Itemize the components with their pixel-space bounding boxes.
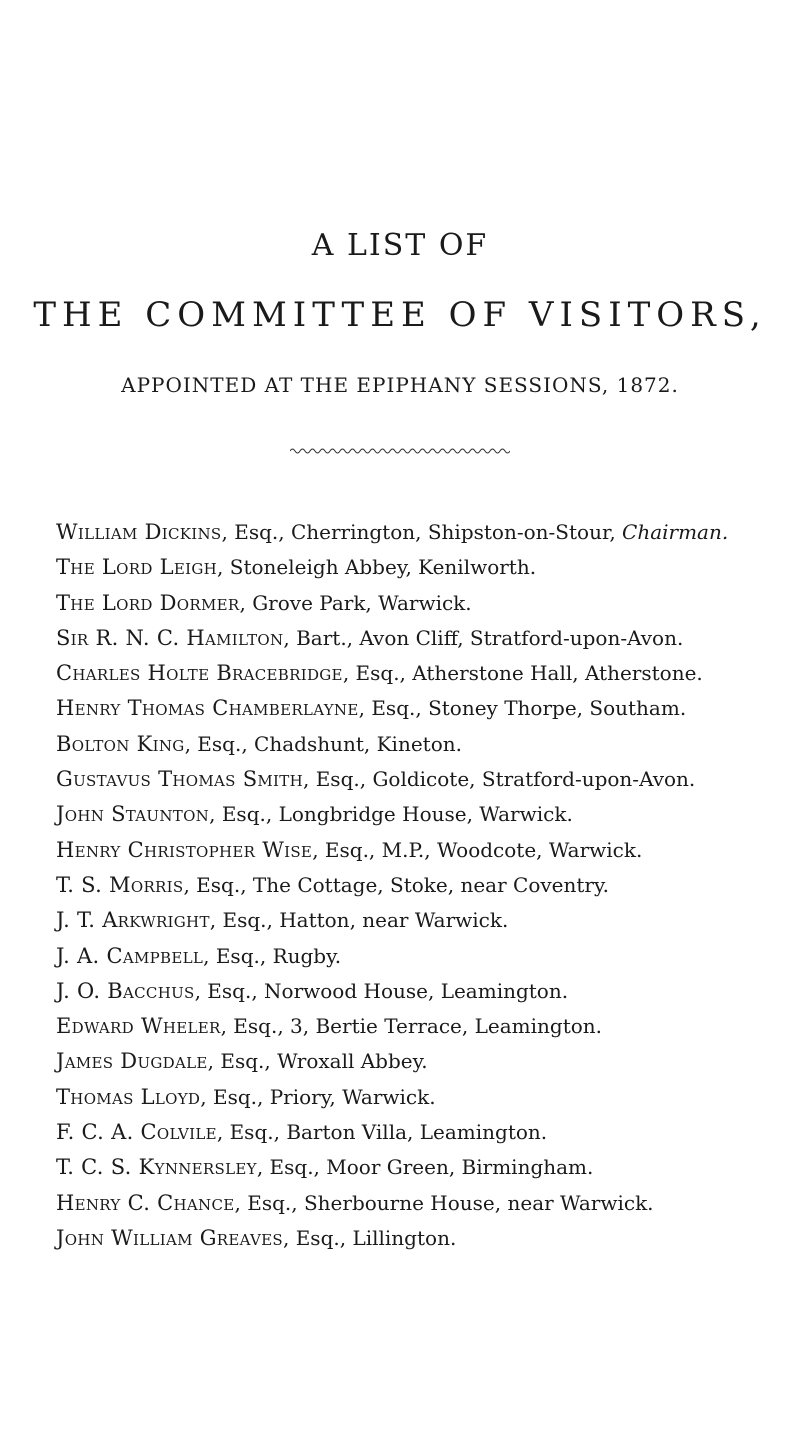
member-details: , Esq., Norwood House, Leamington. [194, 978, 569, 1003]
member-name: J. A. Campbell [56, 943, 204, 968]
member-details: , Stoneleigh Abbey, Kenilworth. [217, 555, 537, 580]
title-line-2: THE COMMITTEE OF VISITORS, [33, 295, 767, 335]
list-item [56, 1009, 796, 1044]
member-name: F. C. A. Colvile [56, 1120, 217, 1145]
member-details: , Esq., 3, Bertie Terrace, Leamington. [220, 1014, 603, 1039]
list-item [56, 586, 796, 621]
list-item [56, 903, 796, 938]
list-item [56, 727, 796, 762]
member-name: T. C. S. Kynnersley [56, 1155, 257, 1180]
member-name: Gustavus Thomas Smith [56, 767, 303, 792]
member-details: , Esq., Priory, Warwick. [200, 1084, 436, 1109]
list-item [56, 691, 796, 726]
subtitle: APPOINTED AT THE EPIPHANY SESSIONS, 1872. [121, 373, 679, 397]
member-details: , Bart., Avon Cliff, Stratford-upon-Avon. [283, 625, 684, 650]
title-line-1: A LIST OF [311, 228, 489, 263]
member-name: Edward Wheler [56, 1014, 221, 1039]
list-item [56, 868, 796, 903]
member-details: , Esq., Lillington. [282, 1225, 457, 1250]
member-name: The Lord Leigh [56, 555, 218, 580]
member-name: Thomas Lloyd [56, 1084, 201, 1109]
list-item [56, 1221, 796, 1256]
member-name: John William Greaves [56, 1225, 283, 1250]
list-item [56, 1150, 796, 1185]
member-name: Henry C. Chance [56, 1190, 235, 1215]
list-item [56, 656, 796, 691]
list-item [56, 833, 796, 868]
member-name: John Staunton [56, 802, 210, 827]
list-item [56, 1115, 796, 1150]
list-item [56, 1186, 796, 1221]
member-name: The Lord Dormer [56, 590, 240, 615]
member-name: J. T. Arkwright [56, 908, 210, 933]
member-details: , Esq., Sherbourne House, near Warwick. [234, 1190, 654, 1215]
member-role: Chairman. [622, 520, 729, 544]
list-item [56, 939, 796, 974]
wavy-divider [290, 447, 510, 455]
member-details: , Esq., Barton Villa, Leamington. [216, 1120, 548, 1145]
member-details: , Esq., Rugby. [203, 943, 342, 968]
member-name: Charles Holte Bracebridge [56, 661, 343, 686]
member-details: , Esq., Hatton, near Warwick. [209, 908, 509, 933]
member-details: , Esq., M.P., Woodcote, Warwick. [312, 837, 643, 862]
list-item [56, 1080, 796, 1115]
list-item [56, 621, 796, 656]
member-details: , Esq., Cherrington, Shipston-on-Stour, [221, 520, 623, 544]
list-item [56, 1044, 796, 1079]
member-details: , Esq., The Cottage, Stoke, near Coventry. [183, 872, 609, 897]
member-details: , Esq., Longbridge House, Warwick. [209, 802, 573, 827]
visitor-list [56, 515, 796, 1256]
list-item [56, 515, 796, 550]
member-name: Sir R. N. C. Hamilton [56, 625, 284, 650]
member-name: Henry Christopher Wise [56, 837, 313, 862]
member-details: , Esq., Goldicote, Stratford-upon-Avon. [302, 767, 696, 792]
member-details: , Esq., Wroxall Abbey. [207, 1049, 428, 1074]
member-details: , Esq., Atherstone Hall, Atherstone. [342, 661, 703, 686]
member-name: Henry Thomas Chamberlayne [56, 696, 359, 721]
member-details: , Grove Park, Warwick. [239, 590, 472, 615]
member-details: , Esq., Chadshunt, Kineton. [184, 731, 462, 756]
member-name: James Dugdale [56, 1049, 208, 1074]
member-name: Bolton King [56, 731, 185, 756]
member-name: William Dickins [56, 520, 222, 544]
list-item [56, 762, 796, 797]
list-item [56, 797, 796, 832]
member-name: J. O. Bacchus [56, 978, 195, 1003]
list-item [56, 550, 796, 585]
member-details: , Esq., Stoney Thorpe, Southam. [358, 696, 687, 721]
list-item [56, 974, 796, 1009]
member-details: , Esq., Moor Green, Birmingham. [256, 1155, 594, 1180]
member-name: T. S. Morris [56, 872, 184, 897]
